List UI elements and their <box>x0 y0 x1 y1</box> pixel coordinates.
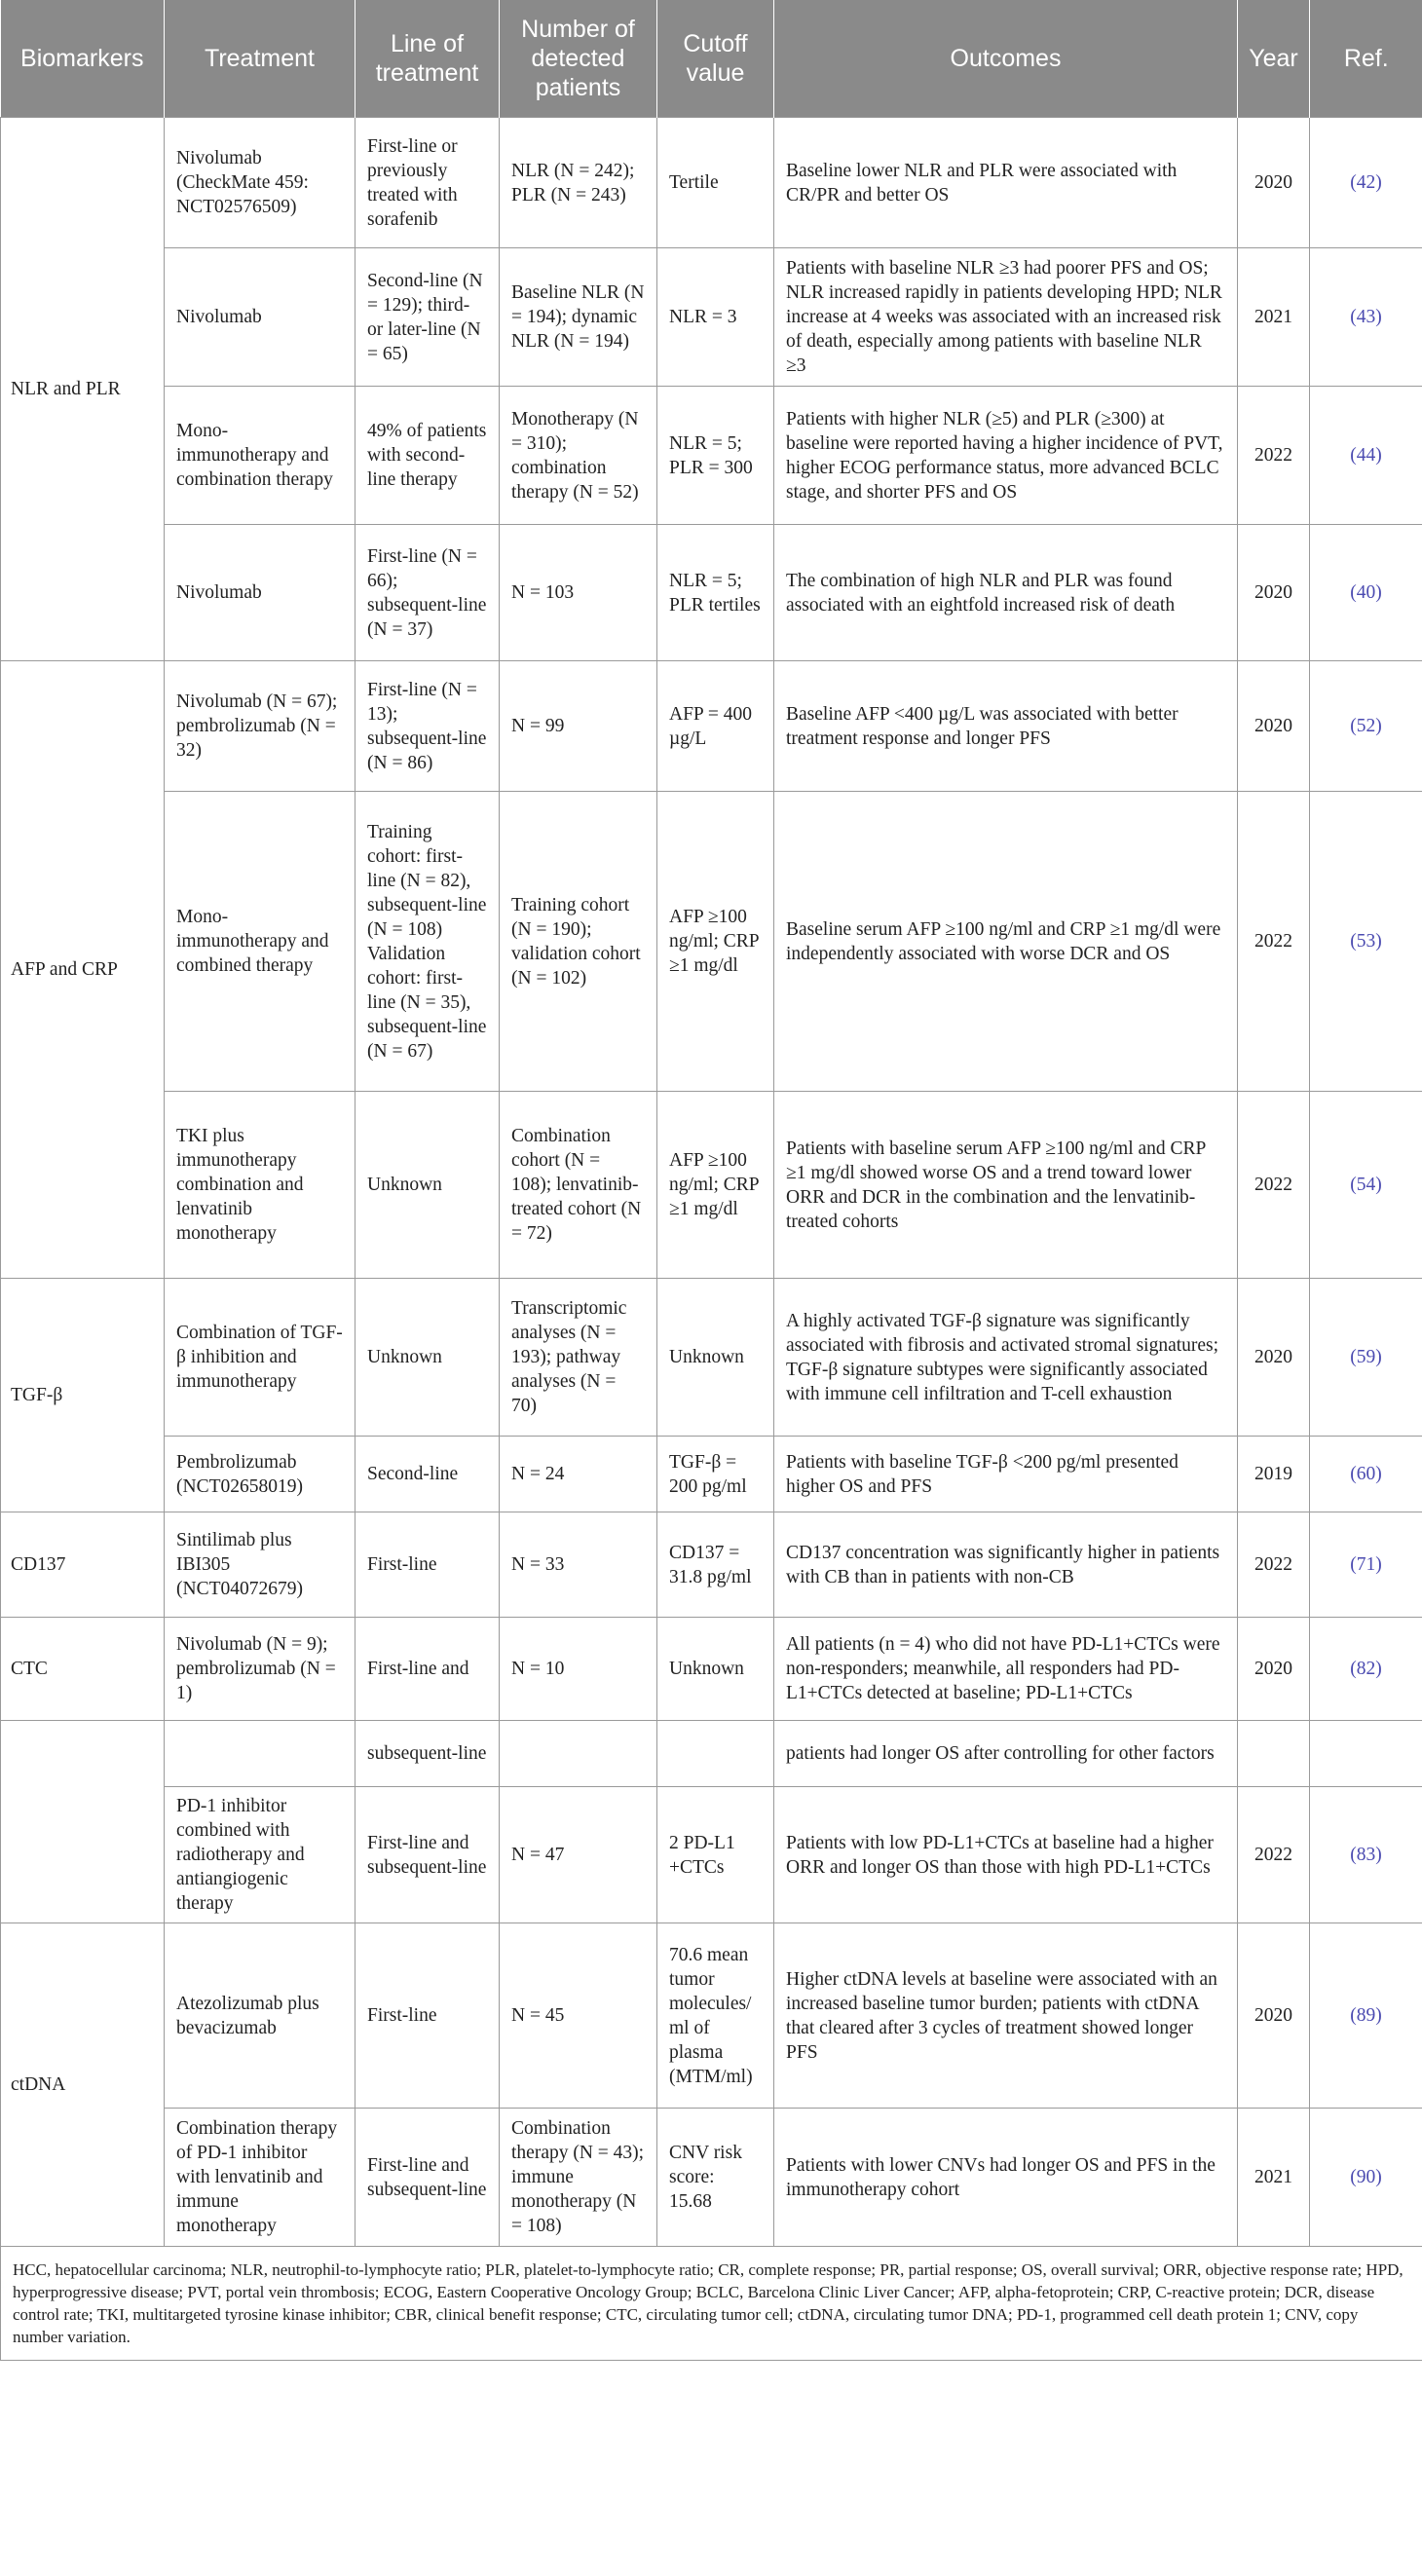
line-cell: Unknown <box>356 1279 500 1437</box>
patients-cell: N = 99 <box>500 661 657 792</box>
cutoff-cell: 70.6 mean tumor molecules/ ml of plasma (MTM/ml) <box>657 1923 774 2109</box>
table-row <box>1 118 1422 248</box>
ref-cell <box>1310 1721 1422 1787</box>
line-cell: Second-line <box>356 1437 500 1512</box>
ref-cell[interactable]: (44) <box>1310 387 1422 525</box>
outcomes-cell: Patients with baseline NLR ≥3 had poorer PFS and OS; NLR increased rapidly in patients developing HPD; NLR increase at 4 weeks was associated with an increased risk of death, especially among patients with baseline NLR ≥3 <box>774 248 1238 387</box>
year-cell: 2020 <box>1238 118 1310 248</box>
patients-cell: N = 103 <box>500 525 657 661</box>
table-row <box>1 1618 1422 1721</box>
cutoff-cell: 2 PD-L1 +CTCs <box>657 1787 774 1923</box>
ref-cell[interactable]: (59) <box>1310 1279 1422 1437</box>
outcomes-cell: Baseline AFP <400 µg/L was associated with better treatment response and longer PFS <box>774 661 1238 792</box>
cutoff-cell: NLR = 5; PLR tertiles <box>657 525 774 661</box>
patients-cell: Baseline NLR (N = 194); dynamic NLR (N = 194) <box>500 248 657 387</box>
patients-cell: N = 33 <box>500 1512 657 1618</box>
outcomes-cell: patients had longer OS after controlling for other factors <box>774 1721 1238 1787</box>
line-cell: Training cohort: first-line (N = 82), subsequent-line (N = 108) Validation cohort: first-line (N = 35), subsequent-line (N = 67) <box>356 792 500 1092</box>
line-cell: Unknown <box>356 1092 500 1279</box>
patients-cell: N = 10 <box>500 1618 657 1721</box>
treatment-cell: Sintilimab plus IBI305 (NCT04072679) <box>165 1512 356 1618</box>
ref-link[interactable]: 71 <box>1356 1554 1376 1575</box>
table-row <box>1 2109 1422 2247</box>
header-treatment: Treatment <box>165 0 356 118</box>
year-cell: 2020 <box>1238 1923 1310 2109</box>
ref-link[interactable]: 40 <box>1356 582 1376 603</box>
outcomes-cell: Patients with baseline TGF-β <200 pg/ml presented higher OS and PFS <box>774 1437 1238 1512</box>
treatment-cell: Atezolizumab plus bevacizumab <box>165 1923 356 2109</box>
ref-cell[interactable]: (43) <box>1310 248 1422 387</box>
table-row <box>1 525 1422 661</box>
treatment-cell: Nivolumab (N = 67); pembrolizumab (N = 32) <box>165 661 356 792</box>
cutoff-cell: Tertile <box>657 118 774 248</box>
line-cell: First-line and subsequent-line <box>356 2109 500 2247</box>
outcomes-cell: CD137 concentration was significantly higher in patients with CB than in patients with non-CB <box>774 1512 1238 1618</box>
ref-link[interactable]: 54 <box>1356 1175 1376 1195</box>
ref-cell[interactable]: (42) <box>1310 118 1422 248</box>
biomarker-group: NLR and PLR <box>1 118 165 661</box>
outcomes-cell: Baseline serum AFP ≥100 ng/ml and CRP ≥1 mg/dl were independently associated with worse DCR and OS <box>774 792 1238 1092</box>
table-row <box>1 792 1422 1092</box>
patients-cell: Transcriptomic analyses (N = 193); pathway analyses (N = 70) <box>500 1279 657 1437</box>
header-cutoff: Cutoff value <box>657 0 774 118</box>
treatment-cell: Nivolumab (N = 9); pembrolizumab (N = 1) <box>165 1618 356 1721</box>
cutoff-cell: NLR = 3 <box>657 248 774 387</box>
cutoff-cell: Unknown <box>657 1279 774 1437</box>
ref-cell[interactable]: (89) <box>1310 1923 1422 2109</box>
patients-cell: N = 47 <box>500 1787 657 1923</box>
biomarker-group: CTC <box>1 1618 165 1721</box>
header-line: Line of treatment <box>356 0 500 118</box>
table-row <box>1 1279 1422 1437</box>
table-row <box>1 248 1422 387</box>
biomarker-group: CD137 <box>1 1512 165 1618</box>
line-cell: First-line (N = 13); subsequent-line (N = 86) <box>356 661 500 792</box>
ref-link[interactable]: 42 <box>1356 172 1376 193</box>
ref-link[interactable]: 43 <box>1356 307 1376 327</box>
table-row <box>1 1787 1422 1923</box>
outcomes-cell: The combination of high NLR and PLR was found associated with an eightfold increased risk of death <box>774 525 1238 661</box>
patients-cell: NLR (N = 242); PLR (N = 243) <box>500 118 657 248</box>
header-patients: Number of detected patients <box>500 0 657 118</box>
patients-cell: N = 45 <box>500 1923 657 2109</box>
year-cell: 2020 <box>1238 525 1310 661</box>
table-row <box>1 661 1422 792</box>
line-cell: Second-line (N = 129); third- or later-line (N = 65) <box>356 248 500 387</box>
ref-link[interactable]: 89 <box>1356 2005 1376 2026</box>
table-row <box>1 1512 1422 1618</box>
outcomes-cell: Patients with baseline serum AFP ≥100 ng/ml and CRP ≥1 mg/dl showed worse OS and a trend toward lower ORR and DCR in the combination and the lenvatinib-treated cohorts <box>774 1092 1238 1279</box>
patients-cell: Training cohort (N = 190); validation cohort (N = 102) <box>500 792 657 1092</box>
year-cell: 2022 <box>1238 792 1310 1092</box>
treatment-cell: PD-1 inhibitor combined with radiotherapy and antiangiogenic therapy <box>165 1787 356 1923</box>
treatment-cell: Nivolumab (CheckMate 459: NCT02576509) <box>165 118 356 248</box>
cutoff-cell <box>657 1721 774 1787</box>
ref-cell[interactable]: (83) <box>1310 1787 1422 1923</box>
table-footnote: HCC, hepatocellular carcinoma; NLR, neutrophil-to-lymphocyte ratio; PLR, platelet-to-lymphocyte ratio; CR, complete response; PR, partial response; OS, overall survival; ORR, objective response rate; HPD, hyperprogressive disease; PVT, portal vein thrombosis; ECOG, Eastern Cooperative Oncology Group; BCLC, Barcelona Clinic Liver Cancer; AFP, alpha-fetoprotein; CRP, C-reactive protein; DCR, disease control rate; TKI, multitargeted tyrosine kinase inhibitor; CBR, clinical benefit response; CTC, circulating tumor cell; ctDNA, circulating tumor DNA; PD-1, programmed cell death protein 1; CNV, copy number variation. <box>1 2247 1422 2361</box>
cutoff-cell: AFP ≥100 ng/ml; CRP ≥1 mg/dl <box>657 792 774 1092</box>
line-cell: First-line <box>356 1512 500 1618</box>
line-cell: 49% of patients with second-line therapy <box>356 387 500 525</box>
ref-cell[interactable]: (82) <box>1310 1618 1422 1721</box>
biomarker-group <box>1 1721 165 1923</box>
table-row <box>1 1923 1422 2109</box>
outcomes-cell: Higher ctDNA levels at baseline were associated with an increased baseline tumor burden; patients with ctDNA that cleared after 3 cycles of treatment showed longer PFS <box>774 1923 1238 2109</box>
header-outcomes: Outcomes <box>774 0 1238 118</box>
treatment-cell: TKI plus immunotherapy combination and lenvatinib monotherapy <box>165 1092 356 1279</box>
treatment-cell: Pembrolizumab (NCT02658019) <box>165 1437 356 1512</box>
treatment-cell <box>165 1721 356 1787</box>
year-cell: 2022 <box>1238 387 1310 525</box>
year-cell: 2020 <box>1238 661 1310 792</box>
treatment-cell: Mono-immunotherapy and combined therapy <box>165 792 356 1092</box>
treatment-cell: Combination of TGF-β inhibition and immunotherapy <box>165 1279 356 1437</box>
year-cell: 2022 <box>1238 1512 1310 1618</box>
line-cell: First-line or previously treated with sorafenib <box>356 118 500 248</box>
ref-cell[interactable]: (40) <box>1310 525 1422 661</box>
patients-cell: N = 24 <box>500 1437 657 1512</box>
line-cell: subsequent-line <box>356 1721 500 1787</box>
header-row <box>1 0 1422 118</box>
year-cell: 2020 <box>1238 1618 1310 1721</box>
cutoff-cell: CNV risk score: 15.68 <box>657 2109 774 2247</box>
year-cell <box>1238 1721 1310 1787</box>
ref-cell[interactable]: (90) <box>1310 2109 1422 2247</box>
ref-cell[interactable]: (60) <box>1310 1437 1422 1512</box>
treatment-cell: Mono-immunotherapy and combination therapy <box>165 387 356 525</box>
year-cell: 2022 <box>1238 1787 1310 1923</box>
header-ref: Ref. <box>1310 0 1422 118</box>
cutoff-cell: Unknown <box>657 1618 774 1721</box>
year-cell: 2021 <box>1238 248 1310 387</box>
outcomes-cell: Baseline lower NLR and PLR were associated with CR/PR and better OS <box>774 118 1238 248</box>
cutoff-cell: NLR = 5; PLR = 300 <box>657 387 774 525</box>
treatment-cell: Combination therapy of PD-1 inhibitor with lenvatinib and immune monotherapy <box>165 2109 356 2247</box>
biomarker-group: AFP and CRP <box>1 661 165 1279</box>
biomarker-group: ctDNA <box>1 1923 165 2247</box>
line-cell: First-line and <box>356 1618 500 1721</box>
ref-link[interactable]: 60 <box>1356 1464 1376 1484</box>
cutoff-cell: AFP = 400 µg/L <box>657 661 774 792</box>
header-biomarkers: Biomarkers <box>1 0 165 118</box>
line-cell: First-line (N = 66); subsequent-line (N = 37) <box>356 525 500 661</box>
ref-link[interactable]: 90 <box>1356 2167 1376 2187</box>
footnote-row <box>1 2247 1422 2361</box>
cutoff-cell: TGF-β = 200 pg/ml <box>657 1437 774 1512</box>
header-year: Year <box>1238 0 1310 118</box>
treatment-cell: Nivolumab <box>165 248 356 387</box>
table-row <box>1 387 1422 525</box>
year-cell: 2022 <box>1238 1092 1310 1279</box>
outcomes-cell: Patients with higher NLR (≥5) and PLR (≥300) at baseline were reported having a higher incidence of PVT, higher ECOG performance status, more advanced BCLC stage, and shorter PFS and OS <box>774 387 1238 525</box>
table-row <box>1 1437 1422 1512</box>
outcomes-cell: Patients with low PD-L1+CTCs at baseline had a higher ORR and longer OS than those with high PD-L1+CTCs <box>774 1787 1238 1923</box>
year-cell: 2020 <box>1238 1279 1310 1437</box>
biomarker-group: TGF-β <box>1 1279 165 1512</box>
ref-link[interactable]: 83 <box>1356 1845 1376 1865</box>
patients-cell: Monotherapy (N = 310); combination therapy (N = 52) <box>500 387 657 525</box>
table-row <box>1 1721 1422 1787</box>
outcomes-cell: All patients (n = 4) who did not have PD-L1+CTCs were non-responders; meanwhile, all responders had PD-L1+CTCs detected at baseline; PD-L1+CTCs <box>774 1618 1238 1721</box>
patients-cell: Combination cohort (N = 108); lenvatinib-treated cohort (N = 72) <box>500 1092 657 1279</box>
ref-cell[interactable]: (53) <box>1310 792 1422 1092</box>
ref-link[interactable]: 44 <box>1356 445 1376 466</box>
outcomes-cell: A highly activated TGF-β signature was significantly associated with fibrosis and activated stromal signatures; TGF-β signature subtypes were significantly associated with immune cell infiltration and T-cell exhaustion <box>774 1279 1238 1437</box>
ref-cell[interactable]: (71) <box>1310 1512 1422 1618</box>
ref-link[interactable]: 52 <box>1356 716 1376 736</box>
ref-link[interactable]: 59 <box>1356 1347 1376 1367</box>
year-cell: 2019 <box>1238 1437 1310 1512</box>
ref-cell[interactable]: (52) <box>1310 661 1422 792</box>
cutoff-cell: AFP ≥100 ng/ml; CRP ≥1 mg/dl <box>657 1092 774 1279</box>
treatment-cell: Nivolumab <box>165 525 356 661</box>
patients-cell <box>500 1721 657 1787</box>
line-cell: First-line and subsequent-line <box>356 1787 500 1923</box>
patients-cell: Combination therapy (N = 43); immune monotherapy (N = 108) <box>500 2109 657 2247</box>
line-cell: First-line <box>356 1923 500 2109</box>
ref-cell[interactable]: (54) <box>1310 1092 1422 1279</box>
cutoff-cell: CD137 = 31.8 pg/ml <box>657 1512 774 1618</box>
year-cell: 2021 <box>1238 2109 1310 2247</box>
ref-link[interactable]: 82 <box>1356 1659 1376 1679</box>
ref-link[interactable]: 53 <box>1356 931 1376 952</box>
table-row <box>1 1092 1422 1279</box>
outcomes-cell: Patients with lower CNVs had longer OS and PFS in the immunotherapy cohort <box>774 2109 1238 2247</box>
